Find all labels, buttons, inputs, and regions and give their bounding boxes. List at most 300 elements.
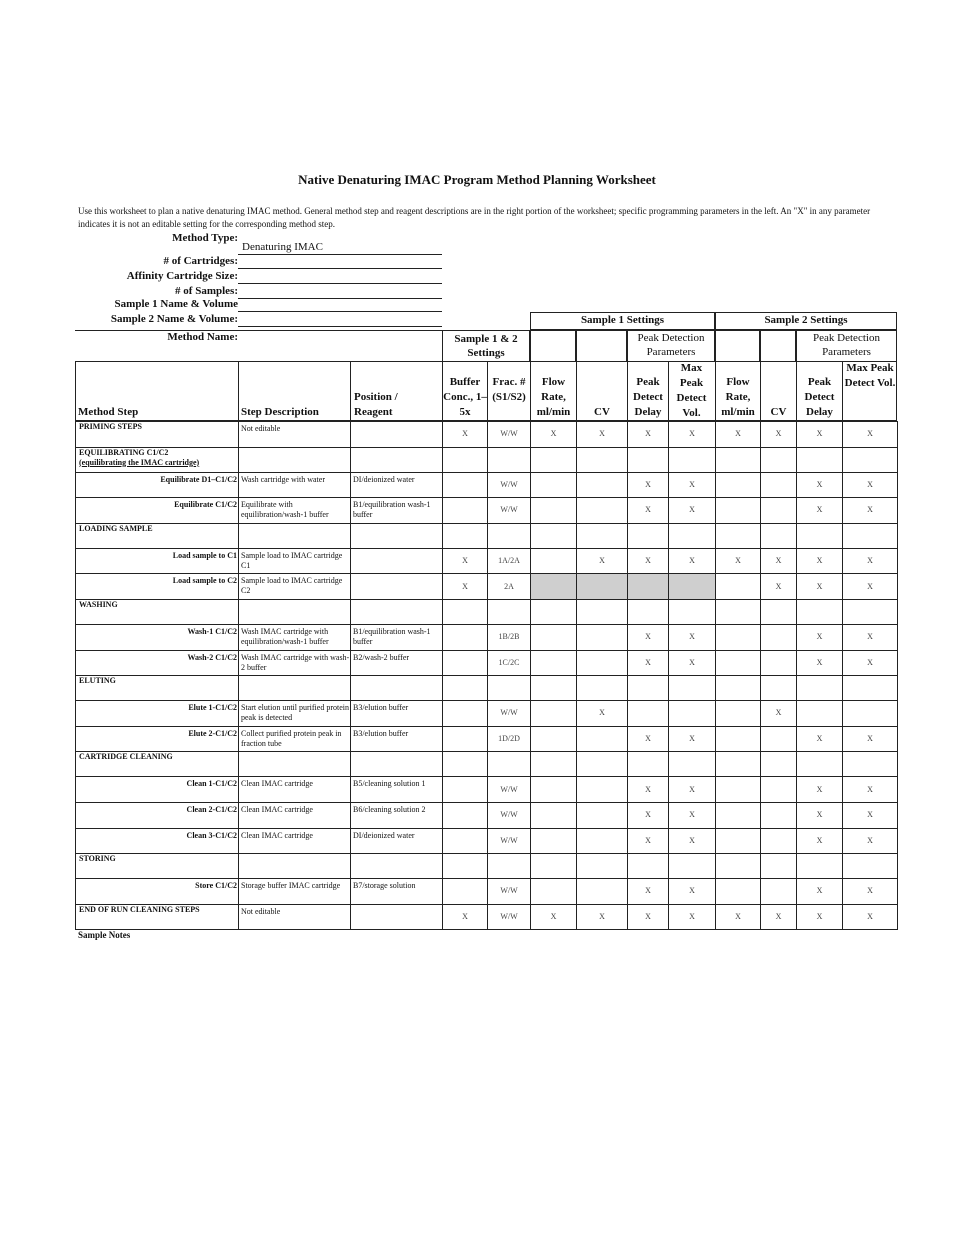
position-reagent-cell: B3/elution buffer xyxy=(351,726,443,752)
sample1-spacer-flow xyxy=(530,330,576,362)
parameter-input-cell[interactable] xyxy=(443,802,488,828)
parameter-cell: X xyxy=(797,904,843,930)
parameter-cell: X xyxy=(843,472,898,498)
method-type-field[interactable] xyxy=(238,242,442,255)
parameter-cell: X xyxy=(716,422,761,448)
table-row xyxy=(76,498,898,524)
step-description-cell: Start elution until purified protein peak is detected xyxy=(239,701,351,727)
empty-cell xyxy=(351,854,443,879)
parameter-cell: X xyxy=(843,802,898,828)
sample1-label: Sample 1 Name & Volume xyxy=(114,298,238,310)
parameter-cell: X xyxy=(797,802,843,828)
parameter-input-cell[interactable] xyxy=(716,472,761,498)
section-label xyxy=(76,599,239,624)
parameter-input-cell[interactable] xyxy=(443,879,488,905)
parameter-input-cell[interactable] xyxy=(669,574,716,600)
parameter-cell[interactable]: W/W xyxy=(488,828,531,854)
empty-cell xyxy=(669,447,716,472)
header-divider xyxy=(530,361,531,421)
parameter-input-cell[interactable] xyxy=(716,624,761,650)
table-row xyxy=(76,726,898,752)
parameter-cell: X xyxy=(628,904,669,930)
parameter-cell: X xyxy=(797,472,843,498)
empty-cell xyxy=(843,523,898,548)
parameter-cell: X xyxy=(531,422,577,448)
parameter-input-cell[interactable] xyxy=(577,828,628,854)
parameter-input-cell[interactable] xyxy=(716,726,761,752)
parameter-cell: X xyxy=(797,422,843,448)
table-row xyxy=(76,777,898,803)
parameter-input-cell[interactable] xyxy=(577,879,628,905)
table-row xyxy=(76,650,898,676)
parameter-input-cell[interactable] xyxy=(716,828,761,854)
parameter-cell: X xyxy=(443,422,488,448)
position-reagent-cell: DI/deionized water xyxy=(351,472,443,498)
parameter-input-cell[interactable] xyxy=(628,701,669,727)
empty-cell xyxy=(716,676,761,701)
parameter-input-cell[interactable] xyxy=(761,472,797,498)
affinity-size-label: Affinity Cartridge Size: xyxy=(126,270,238,282)
empty-cell xyxy=(531,752,577,777)
parameter-input-cell[interactable] xyxy=(531,828,577,854)
step-description-cell: Equilibrate with equilibration/wash-1 buffer xyxy=(239,498,351,524)
method-type-label: Method Type: xyxy=(172,232,238,244)
empty-cell xyxy=(351,599,443,624)
parameter-input-cell[interactable] xyxy=(577,472,628,498)
position-reagent-cell: B1/equilibration wash-1 buffer xyxy=(351,624,443,650)
parameter-cell: X xyxy=(669,650,716,676)
parameter-cell: X xyxy=(628,650,669,676)
parameter-cell[interactable]: 1B/2B xyxy=(488,624,531,650)
parameter-input-cell[interactable] xyxy=(443,726,488,752)
step-description-cell: Sample load to IMAC cartridge C2 xyxy=(239,574,351,600)
parameter-cell: X xyxy=(797,650,843,676)
method-step-cell: Load sample to C2 xyxy=(76,574,239,600)
header-divider xyxy=(796,361,797,421)
empty-cell xyxy=(628,676,669,701)
table-row xyxy=(76,904,898,930)
empty-cell xyxy=(628,752,669,777)
empty-cell xyxy=(797,523,843,548)
parameter-input-cell[interactable] xyxy=(443,624,488,650)
parameter-input-cell[interactable] xyxy=(443,472,488,498)
parameter-cell: X xyxy=(628,624,669,650)
parameter-input-cell[interactable] xyxy=(716,650,761,676)
empty-cell xyxy=(797,752,843,777)
parameter-cell: X xyxy=(797,879,843,905)
parameter-cell[interactable]: W/W xyxy=(488,498,531,524)
parameter-cell[interactable]: 1A/2A xyxy=(488,548,531,574)
parameter-input-cell[interactable] xyxy=(628,574,669,600)
empty-cell xyxy=(716,752,761,777)
parameter-cell: X xyxy=(628,828,669,854)
parameter-cell: X xyxy=(797,777,843,803)
parameter-input-cell[interactable] xyxy=(443,701,488,727)
parameter-input-cell[interactable] xyxy=(531,802,577,828)
parameter-cell: X xyxy=(577,701,628,727)
header-divider xyxy=(238,361,239,421)
parameter-input-cell[interactable] xyxy=(761,802,797,828)
parameter-input-cell[interactable] xyxy=(531,650,577,676)
parameter-input-cell[interactable] xyxy=(716,777,761,803)
step-description-cell: Collect purified protein peak in fraction tube xyxy=(239,726,351,752)
empty-cell xyxy=(577,599,628,624)
section-title: ELUTING xyxy=(79,676,116,686)
col-cv1: CV xyxy=(594,406,610,418)
empty-cell xyxy=(669,676,716,701)
parameter-cell: X xyxy=(577,904,628,930)
parameter-input-cell[interactable] xyxy=(716,879,761,905)
empty-cell xyxy=(761,523,797,548)
parameter-cell: X xyxy=(797,574,843,600)
empty-cell xyxy=(239,447,351,472)
parameter-cell[interactable]: W/W xyxy=(488,472,531,498)
sample1-field[interactable] xyxy=(238,299,442,312)
parameter-input-cell[interactable] xyxy=(761,650,797,676)
parameter-cell: X xyxy=(628,879,669,905)
empty-cell xyxy=(843,447,898,472)
section-title: WASHING xyxy=(79,599,118,609)
header-divider xyxy=(627,361,628,421)
empty-cell xyxy=(443,523,488,548)
parameter-input-cell[interactable] xyxy=(577,777,628,803)
empty-cell xyxy=(797,854,843,879)
parameter-input-cell[interactable] xyxy=(716,574,761,600)
parameter-input-cell[interactable] xyxy=(716,701,761,727)
method-step-cell: Clean 2-C1/C2 xyxy=(76,802,239,828)
empty-cell xyxy=(239,676,351,701)
empty-cell xyxy=(351,752,443,777)
parameter-cell: X xyxy=(843,422,898,448)
step-description-cell: Wash IMAC cartridge with wash-2 buffer xyxy=(239,650,351,676)
step-description-cell: Wash IMAC cartridge with equilibration/wash-1 buffer xyxy=(239,624,351,650)
empty-cell xyxy=(577,676,628,701)
parameter-input-cell[interactable] xyxy=(531,879,577,905)
empty-cell xyxy=(761,854,797,879)
sample2-settings-header: Sample 2 Settings xyxy=(715,312,897,330)
parameter-input-cell[interactable] xyxy=(761,828,797,854)
empty-cell xyxy=(669,752,716,777)
parameter-input-cell[interactable] xyxy=(443,498,488,524)
parameter-cell: X xyxy=(843,904,898,930)
parameter-input-cell[interactable] xyxy=(531,701,577,727)
sample2-spacer-flow xyxy=(715,330,760,362)
empty-cell xyxy=(351,676,443,701)
table-row xyxy=(76,701,898,727)
parameter-input-cell[interactable] xyxy=(577,498,628,524)
empty-cell xyxy=(843,599,898,624)
header-divider xyxy=(442,361,443,421)
section-row xyxy=(76,599,898,624)
sample1-settings-header: Sample 1 Settings xyxy=(530,312,715,330)
parameter-cell: X xyxy=(843,650,898,676)
parameter-input-cell[interactable] xyxy=(531,777,577,803)
cartridges-label: # of Cartridges: xyxy=(163,255,238,267)
position-reagent-cell: B1/equilibration wash-1 buffer xyxy=(351,498,443,524)
section-label xyxy=(76,752,239,777)
parameter-input-cell[interactable] xyxy=(577,726,628,752)
parameter-cell: X xyxy=(669,498,716,524)
empty-cell xyxy=(488,854,531,879)
parameter-cell: X xyxy=(443,574,488,600)
parameter-cell: X xyxy=(669,879,716,905)
empty-cell xyxy=(351,523,443,548)
col-maxvol1: Max Peak Detect Vol. xyxy=(676,362,707,419)
parameter-input-cell[interactable] xyxy=(843,701,898,727)
header-divider xyxy=(350,361,351,421)
parameter-input-cell[interactable] xyxy=(531,726,577,752)
parameter-cell[interactable]: 1D/2D xyxy=(488,726,531,752)
empty-cell xyxy=(577,447,628,472)
table-row xyxy=(76,624,898,650)
empty-cell xyxy=(531,599,577,624)
table-row xyxy=(76,574,898,600)
col-step-description: Step Description xyxy=(241,406,319,418)
table-row xyxy=(76,548,898,574)
method-step-cell: Load sample to C1 xyxy=(76,548,239,574)
col-delay1: Peak Detect Delay xyxy=(633,376,663,418)
parameter-cell: X xyxy=(577,548,628,574)
parameter-input-cell[interactable] xyxy=(716,498,761,524)
col-flow1: Flow Rate, ml/min xyxy=(536,376,571,418)
parameter-input-cell[interactable] xyxy=(531,548,577,574)
method-step-cell: Equilibrate D1–C1/C2 xyxy=(76,472,239,498)
position-reagent-cell: B5/cleaning solution 1 xyxy=(351,777,443,803)
sample12-settings-header: Sample 1 & 2 Settings xyxy=(442,330,530,362)
samples-label: # of Samples: xyxy=(175,285,238,297)
empty-cell xyxy=(843,854,898,879)
parameter-cell: X xyxy=(843,574,898,600)
parameter-cell[interactable]: W/W xyxy=(488,904,531,930)
step-description-cell: Clean IMAC cartridge xyxy=(239,828,351,854)
parameter-cell[interactable]: 2A xyxy=(488,574,531,600)
parameter-cell: X xyxy=(761,904,797,930)
step-description-cell: Clean IMAC cartridge xyxy=(239,802,351,828)
empty-cell xyxy=(531,447,577,472)
empty-cell xyxy=(239,752,351,777)
parameter-input-cell[interactable] xyxy=(577,624,628,650)
parameter-input-cell[interactable] xyxy=(531,574,577,600)
parameter-cell: X xyxy=(669,548,716,574)
section-row xyxy=(76,523,898,548)
method-type-value[interactable]: Denaturing IMAC xyxy=(242,241,323,253)
empty-cell xyxy=(669,854,716,879)
step-description-cell: Not editable xyxy=(239,422,351,448)
parameter-cell: X xyxy=(628,777,669,803)
parameter-input-cell[interactable] xyxy=(577,650,628,676)
parameter-input-cell[interactable] xyxy=(531,472,577,498)
position-reagent-cell xyxy=(351,422,443,448)
parameter-input-cell[interactable] xyxy=(531,624,577,650)
affinity-size-field[interactable] xyxy=(238,271,442,284)
parameter-cell: X xyxy=(669,422,716,448)
parameter-cell: X xyxy=(797,828,843,854)
col-frac: Frac. # (S1/S2) xyxy=(492,376,526,403)
cartridges-field[interactable] xyxy=(238,256,442,269)
step-description-cell: Sample load to IMAC cartridge C1 xyxy=(239,548,351,574)
empty-cell xyxy=(443,854,488,879)
method-step-cell: Store C1/C2 xyxy=(76,879,239,905)
method-step-cell: Wash-2 C1/C2 xyxy=(76,650,239,676)
position-reagent-cell: B6/cleaning solution 2 xyxy=(351,802,443,828)
method-step-cell: Equilibrate C1/C2 xyxy=(76,498,239,524)
section-title: CARTRIDGE CLEANING xyxy=(79,752,173,762)
header-divider xyxy=(576,361,577,421)
empty-cell xyxy=(488,447,531,472)
empty-cell xyxy=(443,599,488,624)
empty-cell xyxy=(669,523,716,548)
parameter-input-cell[interactable] xyxy=(443,650,488,676)
col-cv2: CV xyxy=(770,406,787,418)
parameter-input-cell[interactable] xyxy=(761,777,797,803)
parameter-cell: X xyxy=(669,904,716,930)
parameter-input-cell[interactable] xyxy=(443,828,488,854)
parameter-cell[interactable]: 1C/2C xyxy=(488,650,531,676)
sample2-label: Sample 2 Name & Volume: xyxy=(110,313,238,325)
table-row xyxy=(76,879,898,905)
parameter-cell: X xyxy=(669,472,716,498)
empty-cell xyxy=(761,676,797,701)
parameter-cell[interactable]: W/W xyxy=(488,701,531,727)
empty-cell xyxy=(761,752,797,777)
method-name-label: Method Name: xyxy=(167,331,238,343)
empty-cell xyxy=(761,599,797,624)
empty-cell xyxy=(239,854,351,879)
position-reagent-cell: DI/deionized water xyxy=(351,828,443,854)
peak2-header: Peak Detection Parameters xyxy=(796,330,897,362)
position-reagent-cell: B3/elution buffer xyxy=(351,701,443,727)
parameter-input-cell[interactable] xyxy=(443,777,488,803)
parameter-input-cell[interactable] xyxy=(669,701,716,727)
section-row xyxy=(76,854,898,879)
parameter-cell[interactable]: W/W xyxy=(488,802,531,828)
parameter-cell: X xyxy=(716,548,761,574)
parameter-cell: X xyxy=(628,472,669,498)
section-row xyxy=(76,447,898,472)
parameter-cell: X xyxy=(761,701,797,727)
position-reagent-cell xyxy=(351,548,443,574)
empty-cell xyxy=(628,854,669,879)
parameter-cell[interactable]: W/W xyxy=(488,422,531,448)
table-row xyxy=(76,422,898,448)
parameter-cell: X xyxy=(669,624,716,650)
parameter-input-cell[interactable] xyxy=(577,802,628,828)
section-title: LOADING SAMPLE xyxy=(79,523,153,533)
method-step-cell: Clean 3-C1/C2 xyxy=(76,828,239,854)
intro-text: Use this worksheet to plan a native denaturing IMAC method. General method step and reagent descriptions are in the right portion of the worksheet; specific programming parameters in the left. An "X" in any parameter indicates it is not an editable setting for the corresponding method step. xyxy=(78,206,871,229)
empty-cell xyxy=(351,447,443,472)
parameter-cell: X xyxy=(761,422,797,448)
header-divider xyxy=(668,361,669,421)
position-reagent-cell: B7/storage solution xyxy=(351,879,443,905)
sample1-spacer-cv xyxy=(576,330,627,362)
empty-cell xyxy=(669,599,716,624)
section-label xyxy=(76,523,239,548)
empty-cell xyxy=(577,854,628,879)
col-delay2: Peak Detect Delay xyxy=(804,376,835,418)
method-step-cell: Wash-1 C1/C2 xyxy=(76,624,239,650)
empty-cell xyxy=(716,599,761,624)
parameter-cell: X xyxy=(843,828,898,854)
parameter-cell: X xyxy=(843,726,898,752)
parameter-cell: X xyxy=(843,624,898,650)
sample-notes-label: Sample Notes xyxy=(78,930,131,940)
parameter-input-cell[interactable] xyxy=(797,701,843,727)
empty-cell xyxy=(488,676,531,701)
sample2-spacer-cv xyxy=(760,330,796,362)
table-row xyxy=(76,472,898,498)
parameter-cell: X xyxy=(843,548,898,574)
parameter-cell[interactable]: W/W xyxy=(488,777,531,803)
parameter-input-cell[interactable] xyxy=(761,879,797,905)
parameter-cell: X xyxy=(797,624,843,650)
table-row xyxy=(76,802,898,828)
position-reagent-cell xyxy=(351,904,443,930)
method-step-cell: END OF RUN CLEANING STEPS xyxy=(76,904,239,930)
empty-cell xyxy=(531,676,577,701)
method-step-cell: Elute 2-C1/C2 xyxy=(76,726,239,752)
parameter-cell: X xyxy=(531,904,577,930)
parameter-cell: X xyxy=(797,498,843,524)
section-row xyxy=(76,676,898,701)
page-title: Native Denaturing IMAC Program Method Planning Worksheet xyxy=(298,172,656,187)
parameter-cell: X xyxy=(761,548,797,574)
parameter-input-cell[interactable] xyxy=(761,498,797,524)
parameter-cell: X xyxy=(716,904,761,930)
parameter-cell: X xyxy=(669,726,716,752)
empty-cell xyxy=(531,854,577,879)
empty-cell xyxy=(239,599,351,624)
position-reagent-cell xyxy=(351,574,443,600)
step-description-cell: Storage buffer IMAC cartridge xyxy=(239,879,351,905)
parameter-cell: X xyxy=(443,904,488,930)
parameter-cell: X xyxy=(628,498,669,524)
header-divider xyxy=(842,361,843,421)
parameter-input-cell[interactable] xyxy=(577,574,628,600)
empty-cell xyxy=(716,523,761,548)
section-title: STORING xyxy=(79,854,116,864)
parameter-input-cell[interactable] xyxy=(716,802,761,828)
sample2-field[interactable] xyxy=(238,314,442,327)
parameter-cell: X xyxy=(577,422,628,448)
parameter-input-cell[interactable] xyxy=(531,498,577,524)
parameter-cell: X xyxy=(843,498,898,524)
samples-field[interactable] xyxy=(238,286,442,299)
parameter-input-cell[interactable] xyxy=(761,726,797,752)
method-step-cell: PRIMING STEPS xyxy=(76,422,239,448)
empty-cell xyxy=(716,854,761,879)
empty-cell xyxy=(531,523,577,548)
empty-cell xyxy=(843,676,898,701)
peak1-header: Peak Detection Parameters xyxy=(627,330,715,362)
parameter-cell: X xyxy=(628,802,669,828)
empty-cell xyxy=(797,676,843,701)
col-buffer: Buffer Conc., 1–5x xyxy=(443,376,487,418)
parameter-cell: X xyxy=(761,574,797,600)
section-subtitle: (equilibrating the IMAC cartridge) xyxy=(79,457,200,467)
worksheet-table xyxy=(75,421,898,930)
parameter-cell: X xyxy=(843,879,898,905)
parameter-cell: X xyxy=(843,777,898,803)
col-position: Position / Reagent xyxy=(354,391,398,418)
parameter-cell: X xyxy=(669,828,716,854)
parameter-cell[interactable]: W/W xyxy=(488,879,531,905)
parameter-cell: X xyxy=(797,726,843,752)
empty-cell xyxy=(488,523,531,548)
empty-cell xyxy=(797,599,843,624)
header-divider xyxy=(487,361,488,421)
parameter-input-cell[interactable] xyxy=(761,624,797,650)
